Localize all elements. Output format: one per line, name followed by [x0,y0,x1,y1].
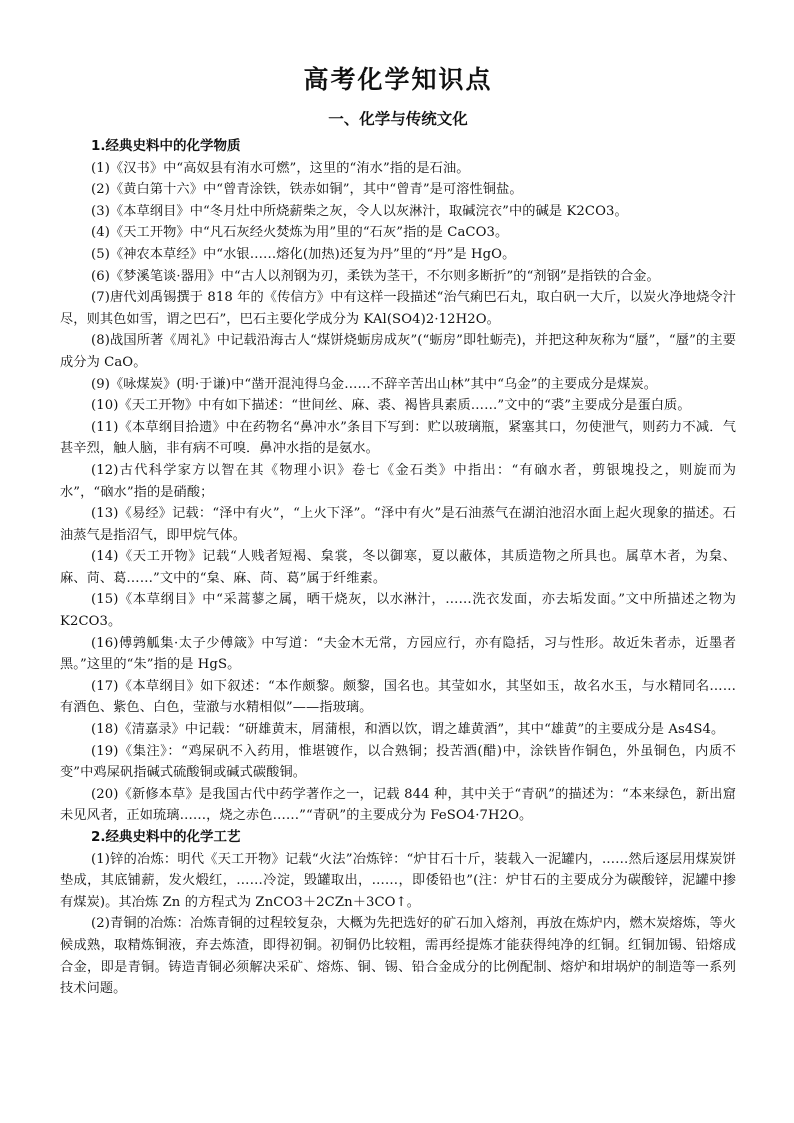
section-heading: 一、化学与传统文化 [328,110,468,128]
list-item: (9)《咏煤炭》(明·于谦)中“凿开混沌得乌金……不辞辛苦出山林”其中“乌金”的主要成分是煤炭。 [91,376,658,392]
list-item: (11)《本草纲目拾遗》中在药物名“鼻冲水”条目下写到：贮以玻璃瓶，紧塞其口，勿使泄气，则药力不减．气甚辛烈，触人脑，非有病不可嗅．鼻冲水指的是氨水。 [60,419,736,457]
list-item: (1)《汉书》中“高奴县有洧水可燃”，这里的“洧水”指的是石油。 [91,160,470,176]
list-item: (7)唐代刘禹锡撰于 818 年的《传信方》中有这样一段描述“治气痢巴石丸，取白矾一大斤，以炭火净地烧令汁尽，则其色如雪，谓之巴石”，巴石主要化学成分为 KAl(SO4)2·12H2O。 [60,290,736,327]
list-item: (20)《新修本草》是我国古代中药学著作之一，记载 844 种，其中关于“青矾”的描述为：“本来绿色，新出窟未见风者，正如琉璃……，烧之赤色……”“青矾”的主要成分为 FeSO4·7H2O。 [60,786,736,824]
list-item: (4)《天工开物》中“凡石灰经火焚炼为用”里的“石灰”指的是 CaCO3。 [91,225,509,241]
list-item: (18)《清嘉录》中记载：“研雄黄末，屑蒲根，和酒以饮，谓之雄黄酒”，其中“雄黄”的主要成分是 As4S4。 [91,722,725,738]
list-item: (6)《梦溪笔谈·器用》中“古人以剂钢为刃，柔铁为茎干，不尔则多断折”的“剂钢”是指铁的合金。 [91,268,660,284]
subheading-chemical-substances: 1.经典史料中的化学物质 [91,138,241,154]
substances-list [60,158,736,827]
list-item: (13)《易经》记载：“泽中有火”，“上火下泽”。“泽中有火”是石油蒸气在湖泊池沼水面上起火现象的描述。石油蒸气是指沼气，即甲烷气体。 [60,506,736,543]
list-item: (10)《天工开物》中有如下描述：“世间丝、麻、裘、褐皆具素质……”文中的“裘”主要成分是蛋白质。 [91,398,691,414]
list-item: (3)《本草纲目》中“冬月灶中所烧薪柴之灰，令人以灰淋汁，取碱浣衣”中的碱是 K2CO3。 [91,203,628,219]
list-item: (2)青铜的冶炼：冶炼青铜的过程较复杂，大概为先把选好的矿石加入熔剂，再放在炼炉内，燃木炭熔炼，等火候成熟，取精炼铜液，弃去炼渣，即得初铜。初铜仍比较粗，需再经提炼才能获得纯净的红铜。红铜加锡、铅熔成合金，即是青铜。铸造青铜必须解决采矿、熔炼、铜、锡、铅合金成分的比例配制、熔炉和坩埚炉的制造等一系列技术问题。 [60,916,736,997]
list-item: (5)《神农本草经》中“水银……熔化(加热)还复为丹”里的“丹”是 HgO。 [91,246,516,262]
subheading-chemical-processes: 2.经典史料中的化学工艺 [91,829,241,845]
list-item: (12)古代科学家方以智在其《物理小识》卷七《金石类》中指出：“有硇水者，剪银塊投之，则旋而为水”，“硇水”指的是硝酸； [60,462,736,500]
list-item: (8)战国所著《周礼》中记载沿海古人“煤饼烧蛎房成灰”(“蛎房”即牡蛎壳)，并把这种灰称为“蜃”，“蜃”的主要成分为 CaO。 [60,333,736,370]
document-title: 高考化学知识点 [303,65,493,94]
list-item: (16)傅鹑觚集·太子少傅箴》中写道：“夫金木无常，方园应行，亦有隐括，习与性形。故近朱者赤，近墨者黑。”这里的“朱”指的是 HgS。 [60,635,736,673]
list-item: (19)《集注》：“鸡屎矾不入药用，惟堪镀作，以合熟铜；投苦酒(醋)中，涂铁皆作铜色，外虽铜色，内质不变”中鸡屎矾指碱式硫酸铜或碱式碳酸铜。 [60,743,736,781]
processes-list [60,849,736,1000]
list-item: (15)《本草纲目》中“采蒿蓼之属，晒干烧灰，以水淋汁，……洗衣发面，亦去垢发面。”文中所描述之物为 K2CO3。 [60,592,736,630]
list-item: (17)《本草纲目》如下叙述：“本作颇黎。颇黎，国名也。其莹如水，其坚如玉，故名水玉，与水精同名……有酒色、紫色、白色，莹澈与水精相似”——指玻璃。 [60,678,736,716]
list-item: (1)锌的冶炼：明代《天工开物》记载“火法”冶炼锌：“炉甘石十斤，装载入一泥罐内，……然后逐层用煤炭饼垫成，其底铺薪，发火煅红，……冷淀，毁罐取出，……，即倭铅也”(注：炉甘石的主要成分为碳酸锌，泥罐中掺有煤炭)。其冶炼 Zn 的方程式为 ZnCO3＋2CZn＋3CO↑。 [60,851,736,910]
list-item: (14)《天工开物》记载“人贱者短褐、枲裳，冬以御寒，夏以蔽体，其质造物之所具也。属草木者，为枲、麻、苘、葛……”文中的“枲、麻、苘、葛”属于纤维素。 [60,549,736,586]
list-item: (2)《黄白第十六》中“曾青涂铁，铁赤如铜”，其中“曾青”是可溶性铜盐。 [91,182,523,198]
